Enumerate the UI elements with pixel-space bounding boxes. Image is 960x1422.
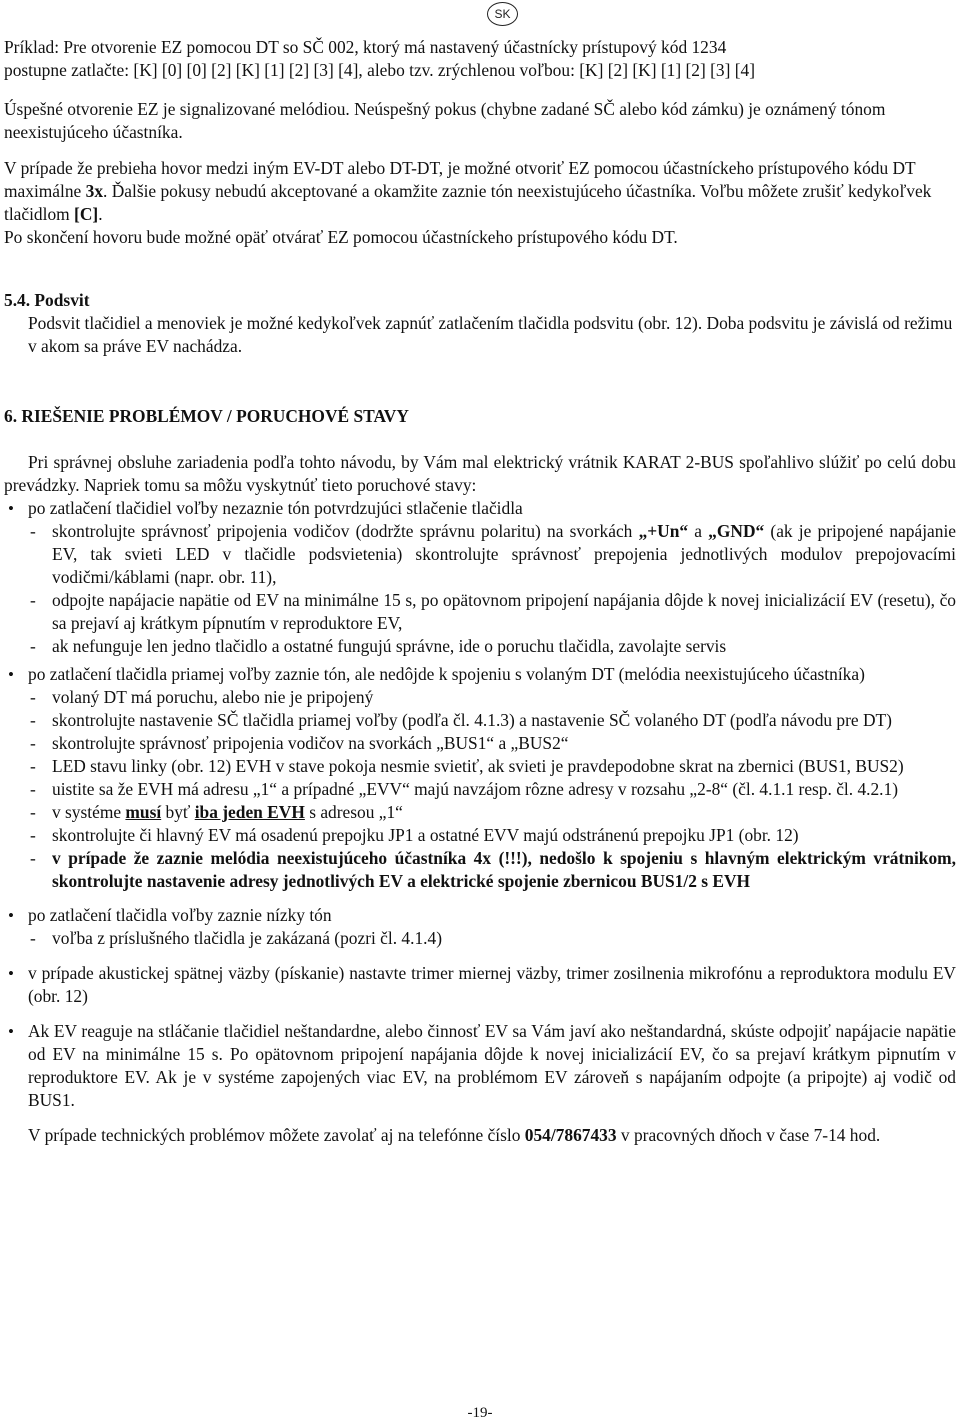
bullet-4-text: v prípade akustickej spätnej väzby (pískanie) nastavte trimer miernej väzby, trimer zosilnenia mikrofónu a reproduktora modulu EV (obr. 12) [28,963,956,1006]
bullet-3-text: po zatlačení tlačidla voľby zaznie nízky tón [28,905,332,925]
busy-call-paragraph [4,157,956,249]
bullet-3-dash-1: - voľba z príslušného tlačidla je zakázaná (pozri čl. 4.1.4) [30,928,442,948]
bullet-icon: • [8,499,14,518]
service-phone: 054/7867433 [524,1125,617,1145]
closing-paragraph: V prípade technických problémov môžete zavolať aj na telefónne číslo 054/7867433 v pracovných dňoch v čase 7-14 hod. [28,1125,881,1145]
bullet-icon: • [8,665,14,684]
bullet-item-4 [4,962,956,1008]
bullet-icon: • [8,964,14,983]
bullet-2-text: po zatlačení tlačidla priamej voľby zaznie tón, ale nedôjde k spojeniu s volaným DT (melódia neexistujúceho účastníka) [28,664,865,684]
bullet-2-dash-5: - uistite sa že EVH má adresu „1“ a prípadné „EVV“ majú navzájom rôzne adresy v rozsahu „2-8“ (čl. 4.1.1 resp. čl. 4.2.1) [30,779,899,799]
example-line-2: postupne zatlačte: [K] [0] [0] [2] [K] [1] [2] [3] [4], alebo tzv. zrýchlenou voľbou: [K] [2] [K] [1] [2] [3] [4] [4,60,756,80]
bullet-2-dash-7: - skontrolujte či hlavný EV má osadenú prepojku JP1 a ostatné EVV majú odstránenú prepojku JP1 (obr. 12) [30,825,799,845]
bullet-2-dash-3: - skontrolujte správnosť pripojenia vodičov na svorkách „BUS1“ a „BUS2“ [30,733,569,753]
busy-call-text: V prípade že prebieha hovor medzi iným EV-DT alebo DT-DT, je možné otvoriť EZ pomocou účastníckeho prístupového kódu DT maximálne 3x. Ďalšie pokusy nebudú akceptované a okamžite zaznie tón neexistujúceho účastníka. Voľbu môžete zrušiť kedykoľvek tlačidlom [C]. [4,158,932,224]
bullet-1-dash-1: - skontrolujte správnosť pripojenia vodičov (dodržte správnu polaritu) na svorkách „+Un“ a „GND“ (ak je pripojené napájanie EV, tak svieti LED v tlačidle podsvietenia) skontrolujte správnosť prepojenia jednotlivých modulov prepojovacími vodičmi/káblami (napr. obr. 11), [30,521,956,587]
section-6-intro: Pri správnej obsluhe zariadenia podľa tohto návodu, by Vám mal elektrický vrátnik KARAT 2-BUS spoľahlivo slúžiť po celú dobu prevádzky. Napriek tomu sa môžu vyskytnúť tieto poruchové stavy: [4,452,956,495]
section-5-4-text: Podsvit tlačidiel a menoviek je možné kedykoľvek zapnúť zatlačením tlačidla podsvitu (obr. 12). Doba podsvitu je závislá od režimu v akom sa práve EV nachádza. [28,313,953,356]
cancel-key: [C] [74,204,99,224]
bullet-icon: • [8,906,14,925]
page-number: -19- [467,1405,493,1421]
bullet-2-dash-6: - v systéme musí byť iba jeden EVH s adresou „1“ [30,802,403,822]
bullet-1-dash-2: - odpojte napájacie napätie od EV na minimálne 15 s, po opätovnom pripojení napájania dôjde k novej inicializácií EV (resetu), čo sa prejaví aj krátkym pípnutím v reproduktore EV, [30,590,956,633]
bullet-1-text: po zatlačení tlačidiel voľby nezaznie tón potvrdzujúci stlačenie tlačidla [28,498,523,518]
bullet-item-1 [4,497,956,520]
bullet-2-dash-4: - LED stavu linky (obr. 12) EVH v stave pokoja nesmie svietiť, ak svieti je pravdepodobne skrat na zbernici (BUS1, BUS2) [30,756,904,776]
language-badge: SK [487,2,518,26]
section-6 [4,405,956,428]
section-5-4 [4,289,956,358]
bullet-2-dash-1: - volaný DT má poruchu, alebo nie je pripojený [30,687,374,707]
bullet-5-text: Ak EV reaguje na stláčanie tlačidiel neštandardne, alebo činnosť EV sa Vám javí ako neštandardná, skúste odpojiť napájacie napätie od EV na minimálne 15 s. Po opätovnom pripojení napájania dôjde k novej inicializácií EV, čo sa prejaví krátkym pipnutím v reproduktore EV. Ak je v systéme zapojených viac EV, na problémom EV zároveň s napájaním odpojte (a pripojte) aj vodič od BUS1. [28,1021,956,1110]
bullet-item-5 [4,1020,956,1112]
bullet-item-2 [4,663,956,686]
bullet-2-dash-2: - skontrolujte nastavenie SČ tlačidla priamej voľby (podľa čl. 4.1.3) a nastavenie SČ volaného DT (podľa návodu pre DT) [30,710,892,730]
success-text: Úspešné otvorenie EZ je signalizované melódiou. Neúspešný pokus (chybne zadané SČ alebo kód zámku) je oznámený tónom neexistujúceho účastníka. [4,99,886,142]
max-attempts: 3x [85,181,104,201]
bullet-icon: • [8,1022,14,1041]
section-6-heading: 6. RIEŠENIE PROBLÉMOV / PORUCHOVÉ STAVY [4,406,409,426]
bullet-item-3 [4,904,956,927]
section-5-4-heading: 5.4. Podsvit [4,290,90,310]
bullet-2-dash-8: - v prípade že zaznie melódia neexistujúceho účastníka 4x (!!!), nedošlo k spojeniu s hlavným elektrickým vrátnikom, skontrolujte nastavenie adresy jednotlivých EV a elektrické spojenie zbernicou BUS1/2 s EVH [30,848,956,891]
intro-example [4,36,956,82]
success-paragraph [4,98,956,144]
example-line-1: Príklad: Pre otvorenie EZ pomocou DT so SČ 002, ktorý má nastavený účastnícky prístupový kód 1234 [4,37,727,57]
bullet-1-dash-3: - ak nefunguje len jedno tlačidlo a ostatné fungujú správne, ide o poruchu tlačidla, zavolajte servis [30,636,727,656]
after-call-text: Po skončení hovoru bude možné opäť otvárať EZ pomocou účastníckeho prístupového kódu DT. [4,227,678,247]
section-6-body [4,451,956,1147]
